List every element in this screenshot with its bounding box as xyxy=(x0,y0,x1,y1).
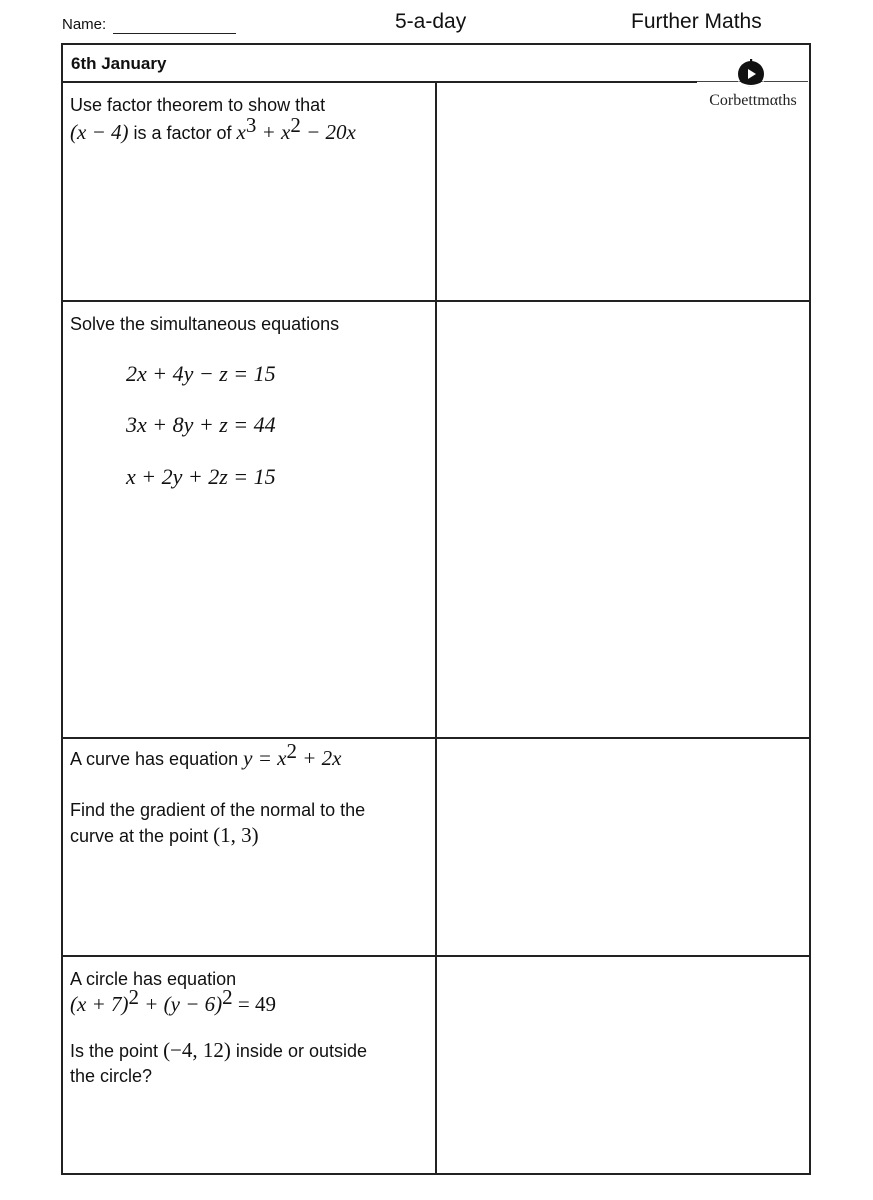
q3-eq-lhs: y = x xyxy=(243,746,287,770)
q3-text xyxy=(70,739,366,849)
q4-line3: the circle? xyxy=(70,1066,153,1086)
q2-equation-1: 2x + 4y − z = 15 xyxy=(126,361,276,386)
q1-factor: (x − 4) xyxy=(70,120,129,144)
q3-eq-exp: 2 xyxy=(286,739,297,763)
name-input-line[interactable] xyxy=(113,33,236,34)
q4-eq-a: (x + 7) xyxy=(70,992,129,1016)
q2-equation-3: x + 2y + 2z = 15 xyxy=(126,464,276,489)
q4-eq-c: = 49 xyxy=(232,992,276,1016)
date-label: 6th January xyxy=(71,54,167,73)
q3-line3 xyxy=(70,823,365,849)
q4-eq-b: + (y − 6) xyxy=(138,992,223,1016)
corbettmaths-logo-icon xyxy=(733,59,769,89)
name-label: Name: xyxy=(62,16,107,33)
q4-line2a: Is the point xyxy=(70,1041,164,1061)
q1-mid: is a factor of xyxy=(128,123,237,143)
q3-line1 xyxy=(70,739,365,772)
q1-line1: Use factor theorem to show that xyxy=(70,95,326,115)
page-title: 5-a-day xyxy=(395,10,467,33)
q4-text xyxy=(70,967,367,1089)
q4-eq-a-exp: 2 xyxy=(128,985,139,1009)
q1-poly-exp2: 2 xyxy=(290,113,301,137)
q1-line2 xyxy=(70,113,356,146)
corbettmaths-logo xyxy=(697,56,809,114)
q4-eq-b-exp: 2 xyxy=(222,985,233,1009)
q4-equation xyxy=(70,985,367,1018)
q1-poly-plus: + x xyxy=(256,120,291,144)
logo-text: Corbettmαths xyxy=(709,92,797,109)
subject-label: Further Maths xyxy=(631,10,762,33)
q4-line2 xyxy=(70,1038,367,1064)
date-bar xyxy=(61,43,697,83)
q3-point: (1, 3) xyxy=(213,823,259,847)
q1-poly-exp1: 3 xyxy=(245,113,257,137)
q4-line1: A circle has equation xyxy=(70,969,237,989)
q1-poly-x: x xyxy=(236,120,246,144)
q4-line2b: inside or outside xyxy=(230,1041,367,1061)
q3-line2: Find the gradient of the normal to the xyxy=(70,800,366,820)
q1-poly-tail: − 20x xyxy=(300,120,356,144)
column-divider xyxy=(435,83,437,1175)
q4-point: (−4, 12) xyxy=(163,1038,231,1062)
q3-line3-text: curve at the point xyxy=(70,826,214,846)
q3-intro: A curve has equation xyxy=(70,749,244,769)
q1-text xyxy=(70,93,356,146)
q2-equation-2: 3x + 8y + z = 44 xyxy=(126,412,276,437)
q2-text: Solve the simultaneous equations xyxy=(70,314,340,334)
q3-eq-tail: + 2x xyxy=(296,746,342,770)
